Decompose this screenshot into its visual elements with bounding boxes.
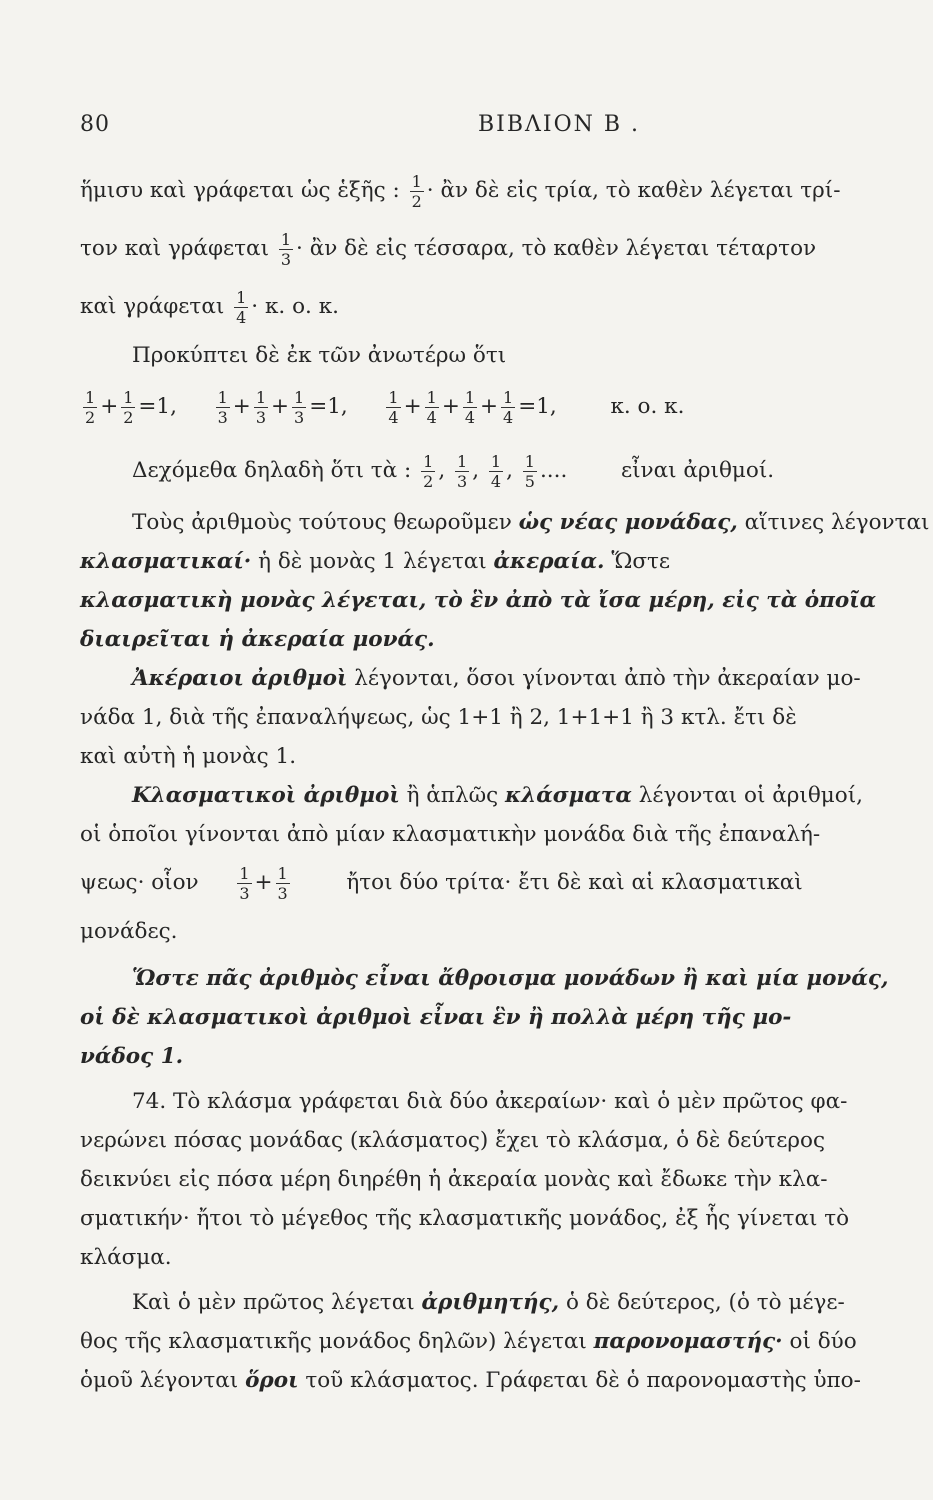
text-line: οἱ ὁποῖοι γίνονται ἀπὸ μίαν κλασματικὴν μονάδα διὰ τῆς ἐπαναλή-	[80, 822, 821, 847]
text-span: ἂν δὲ εἰς τέσσαρα, τὸ καθὲν λέγεται τέταρτον	[309, 236, 817, 261]
fraction	[425, 388, 439, 427]
text-line	[80, 1283, 918, 1322]
text-span: ἢ ἁπλῶς	[406, 783, 499, 808]
denominator: 4	[426, 407, 437, 427]
text-line	[80, 162, 918, 220]
denominator: 4	[236, 307, 247, 327]
numerator: 1	[236, 287, 247, 307]
denominator: 3	[217, 407, 228, 427]
denominator: 4	[503, 407, 514, 427]
fraction	[501, 388, 515, 427]
bold-term: κλάσματα	[505, 783, 632, 808]
ellipsis: ....	[539, 458, 568, 483]
numerator: 1	[490, 451, 502, 471]
equals-one: =1,	[518, 394, 557, 419]
punct: ·	[426, 178, 434, 203]
text-line: κλάσμα.	[80, 1245, 172, 1270]
numerator: 1	[464, 387, 476, 407]
denominator: 4	[490, 471, 502, 491]
denominator: 2	[423, 471, 434, 491]
text-span: θος τῆς κλασματικῆς μονάδος δηλῶν) λέγεται	[80, 1329, 587, 1354]
text-span: ἂν δὲ εἰς τρία, τὸ καθὲν λέγεται τρί-	[440, 178, 841, 203]
numerator: 1	[457, 451, 468, 471]
denominator: 4	[388, 407, 399, 427]
text-line	[80, 542, 918, 581]
punct: ,	[506, 458, 513, 483]
fraction-third	[279, 230, 293, 269]
numerator: 1	[294, 387, 305, 407]
text-line	[80, 220, 918, 278]
text-line	[80, 278, 918, 336]
text-span: ὁμοῦ λέγονται	[80, 1368, 239, 1393]
text-line	[80, 854, 918, 912]
fraction	[292, 388, 306, 427]
text-span: Τοὺς ἀριθμοὺς τούτους θεωροῦμεν	[132, 510, 512, 535]
bold-term: κλασματικαί·	[80, 549, 252, 574]
definition-line: Ὥστε πᾶς ἀριθμὸς εἶναι ἄθροισμα μονάδων ἢ καὶ μία μονάς,	[132, 966, 889, 991]
plus-sign: +	[232, 394, 251, 419]
plus-sign: +	[271, 394, 290, 419]
text-span: κ. ο. κ.	[264, 294, 339, 319]
numerator: 1	[217, 387, 228, 407]
fraction	[121, 388, 135, 427]
bold-term: ἀριθμητής,	[421, 1290, 560, 1315]
fraction	[463, 388, 477, 427]
fraction	[237, 864, 251, 903]
punct: ·	[296, 236, 303, 261]
bold-term: ἀκεραία.	[493, 549, 605, 574]
text-span: καὶ γράφεται	[80, 294, 225, 319]
fraction	[421, 452, 435, 491]
numerator: 1	[524, 451, 535, 471]
text-line: καὶ αὐτὴ ἡ μονὰς 1.	[80, 744, 297, 769]
bold-term: Κλασματικοὶ ἀριθμοὶ	[132, 783, 400, 808]
text-line	[80, 776, 918, 815]
numerator: 1	[277, 863, 288, 883]
text-span: Καὶ ὁ μὲν πρῶτος λέγεται	[132, 1290, 415, 1315]
fraction	[216, 388, 230, 427]
text-span: τον καὶ γράφεται	[80, 236, 270, 261]
text-line	[80, 659, 918, 698]
definition-line: διαιρεῖται ἡ ἀκεραία μονάς.	[80, 627, 435, 652]
numerator: 1	[255, 387, 266, 407]
text-span: τοῦ κλάσματος. Γράφεται δὲ ὁ παρονομαστὴς ὑπο-	[305, 1368, 861, 1393]
numerator: 1	[280, 229, 292, 249]
bold-term: ὅροι	[245, 1368, 299, 1393]
text-span: λέγονται οἱ ἀριθμοί,	[638, 783, 863, 808]
page-number: 80	[80, 112, 110, 137]
text-line	[80, 503, 930, 542]
text-span: ψεως· οἷον	[80, 870, 199, 895]
numerator: 1	[503, 387, 514, 407]
text-span: ἡ δὲ μονὰς 1 λέγεται	[258, 549, 487, 574]
fraction	[523, 452, 537, 491]
page-body	[80, 162, 930, 1400]
definition-line: οἱ δὲ κλασματικοὶ ἀριθμοὶ εἶναι ἓν ἢ πολλὰ μέρη τῆς μο-	[80, 1005, 792, 1030]
text-span: εἶναι ἀριθμοί.	[620, 458, 775, 483]
bold-term: Ἀκέραιοι ἀριθμοὶ	[132, 666, 348, 691]
text-span: οἱ δύο	[789, 1329, 857, 1354]
equation-line	[80, 375, 918, 439]
text-span: ἥμισυ καὶ γράφεται ὡς ἑξῆς :	[80, 178, 400, 203]
text-span: λέγονται, ὅσοι γίνονται ἀπὸ τὴν ἀκεραίαν μο-	[354, 666, 861, 691]
text-line: δεικνύει εἰς πόσα μέρη διηρέθη ἡ ἀκεραία μονὰς καὶ ἔδωκε τὴν κλα-	[80, 1167, 828, 1192]
text-span: ὁ δὲ δεύτερος, (ὁ τὸ μέγε-	[565, 1290, 845, 1315]
fraction	[386, 388, 400, 427]
punct: ,	[438, 458, 446, 483]
text-line: σματικήν· ἤτοι τὸ μέγεθος τῆς κλασματικῆς μονάδος, ἐξ ἧς γίνεται τὸ	[80, 1206, 850, 1231]
plus-sign: +	[480, 394, 499, 419]
text-line	[80, 1322, 918, 1361]
fraction	[254, 388, 268, 427]
text-span: κ. ο. κ.	[610, 394, 685, 419]
text-line: μονάδες.	[80, 919, 178, 944]
definition-line: κλασματικὴ μονὰς λέγεται, τὸ ἓν ἀπὸ τὰ ἴσα μέρη, εἰς τὰ ὁποῖα	[80, 588, 877, 613]
text-line: νάδα 1, διὰ τῆς ἐπαναλήψεως, ὡς 1+1 ἢ 2, 1+1+1 ἢ 3 κτλ. ἔτι δὲ	[80, 705, 797, 730]
definition-line: νάδος 1.	[80, 1044, 184, 1069]
denominator: 2	[123, 407, 134, 427]
numerator: 1	[123, 387, 134, 407]
fraction	[276, 864, 290, 903]
bold-term: παρονομαστής·	[593, 1329, 783, 1354]
plus-sign: +	[441, 394, 460, 419]
denominator: 2	[411, 191, 422, 211]
text-span: Ὥστε	[611, 549, 671, 574]
punct: ·	[251, 294, 259, 319]
text-line: Προκύπτει δὲ ἐκ τῶν ἀνωτέρω ὅτι	[132, 343, 507, 368]
punct: ,	[472, 458, 480, 483]
text-span: αἵτινες λέγονται	[744, 510, 930, 535]
denominator: 3	[239, 883, 250, 903]
numerator: 1	[411, 171, 422, 191]
plus-sign: +	[403, 394, 422, 419]
text-line	[80, 439, 918, 503]
denominator: 4	[464, 407, 476, 427]
denominator: 3	[294, 407, 305, 427]
text-line: νερώνει πόσας μονάδας (κλάσματος) ἔχει τὸ κλάσμα, ὁ δὲ δεύτερος	[80, 1128, 826, 1153]
numerator: 1	[239, 863, 250, 883]
bold-term: ὡς νέας μονάδας,	[518, 510, 738, 535]
book-title: ΒΙΒΛΙΟΝ Β .	[478, 112, 641, 137]
equals-one: =1,	[309, 394, 348, 419]
fraction	[83, 388, 97, 427]
plus-sign: +	[254, 870, 273, 895]
denominator: 3	[255, 407, 266, 427]
denominator: 3	[280, 249, 292, 269]
numerator: 1	[426, 387, 437, 407]
text-span: Δεχόμεθα δηλαδὴ ὅτι τὰ :	[132, 458, 412, 483]
denominator: 3	[277, 883, 288, 903]
text-span: ἤτοι δύο τρίτα· ἔτι δὲ καὶ αἱ κλασματικαὶ	[346, 870, 803, 895]
text-line	[80, 1361, 918, 1400]
plus-sign: +	[100, 394, 119, 419]
fraction-half	[410, 172, 424, 211]
denominator: 3	[457, 471, 468, 491]
fraction	[455, 452, 469, 491]
fraction	[489, 452, 503, 491]
denominator: 2	[85, 407, 96, 427]
denominator: 5	[524, 471, 535, 491]
text-line: 74. Τὸ κλάσμα γράφεται διὰ δύο ἀκεραίων· καὶ ὁ μὲν πρῶτος φα-	[132, 1089, 848, 1114]
numerator: 1	[423, 451, 434, 471]
numerator: 1	[85, 387, 96, 407]
fraction-quarter	[234, 288, 248, 327]
equals-one: =1,	[138, 394, 177, 419]
numerator: 1	[388, 387, 399, 407]
